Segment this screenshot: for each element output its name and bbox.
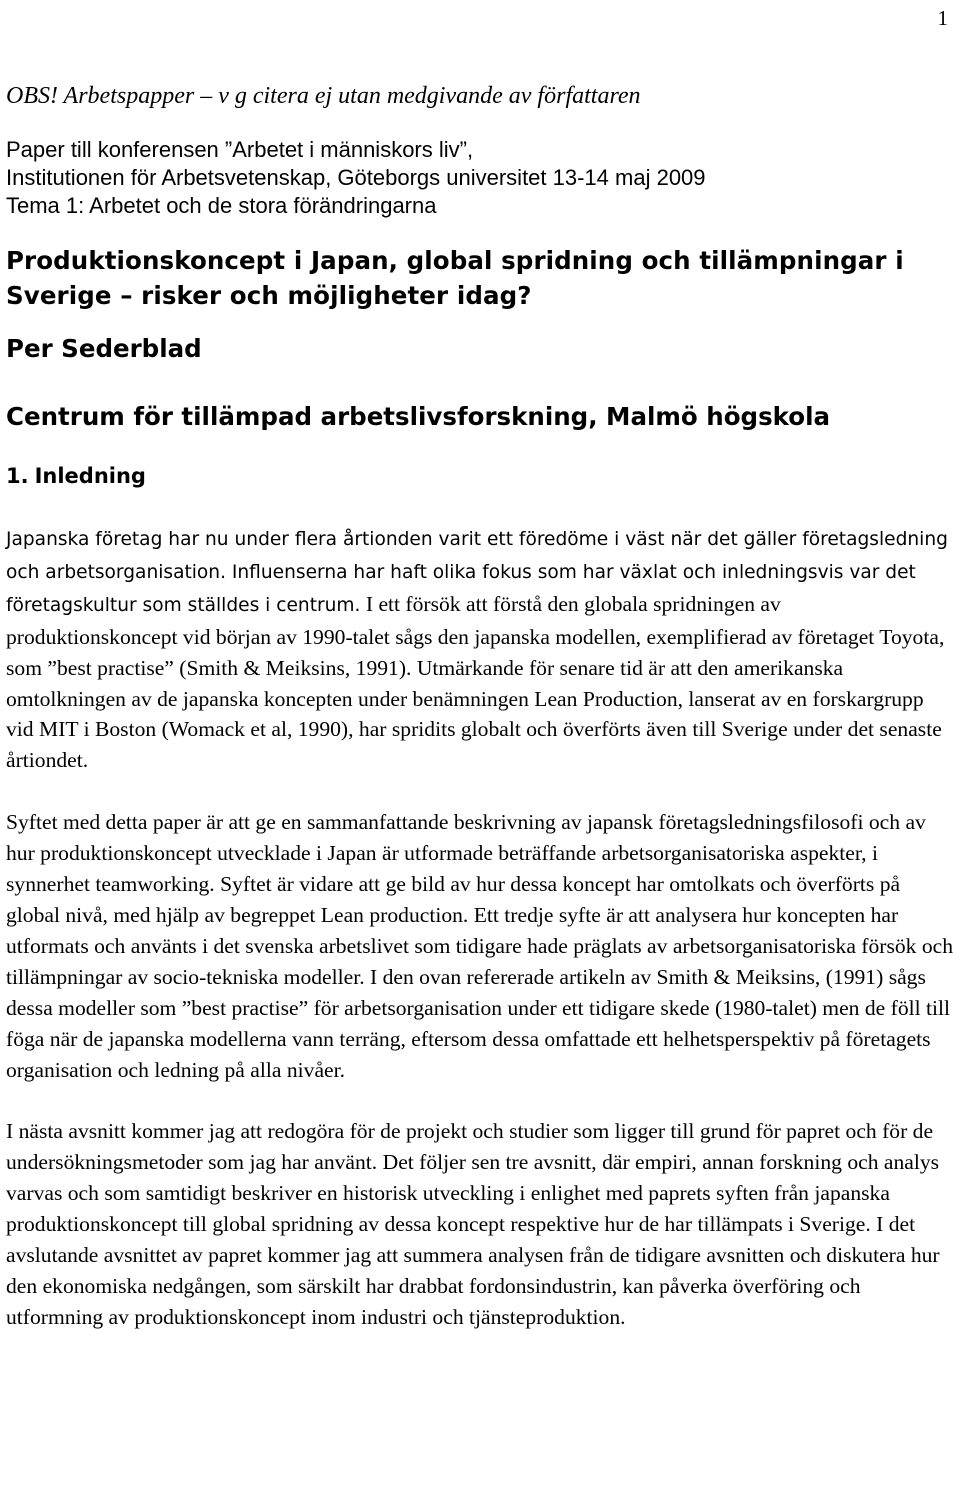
paper-title-line-1: Produktionskoncept i Japan, global spridning och tillämpningar i [6, 246, 904, 275]
section-title: Inledning [34, 464, 146, 488]
paper-title-line-2: Sverige – risker och möjligheter idag? [6, 281, 532, 310]
paragraph-1-serif-text: I ett försök att förstå den globala spridningen av produktionskoncept vid början av 1990-talet sågs den japanska modellen, exemplifierad av företaget Toyota, som ”best practise” (Smith & Meiksins, 1991). Utmärkande för senare tid är att den amerikanska omtolkningen av de japanska koncepten under benämningen Lean Production, lanserat av en forskargrupp vid MIT i Boston (Womack et al, 1990), har spridits globalt och överförts även till Sverige under det senaste årtiondet. [6, 591, 945, 773]
author-name: Per Sederblad [6, 334, 202, 363]
paper-title [6, 243, 954, 313]
paragraph-3: I nästa avsnitt kommer jag att redogöra för de projekt och studier som ligger till grund för papret och för de undersökningsmetoder som jag har använt. Det följer sen tre avsnitt, där empiri, annan forskning och analys varvas och som samtidigt beskriver en historisk utveckling i enlighet med paprets syften från japanska produktionskoncept till global spridning av dessa koncept respektive hur de har tillämpats i Sverige. I det avslutande avsnittet av papret kommer jag att summera analysen från de tidigare avsnitten och diskutera hur den ekonomiska nedgången, som särskilt har drabbat fordonsindustrin, kan påverka överföring och utformning av produktionskoncept inom industri och tjänsteproduktion. [6, 1119, 940, 1329]
paragraph-2: Syftet med detta paper är att ge en sammanfattande beskrivning av japansk företagsledningsfilosofi och av hur produktionskoncept utvecklade i Japan är utformade beträffande arbetsorganisatoriska aspekter, i synnerhet teamworking. Syftet är vidare att ge bild av hur dessa koncept har omtolkats och överförts på global nivå, med hjälp av begreppet Lean production. Ett tredje syfte är att analysera hur koncepten har utformats och använts i det svenska arbetslivet som tidigare hade präglats av arbetsorganisatoriska försök och tillämpningar av socio-tekniska modeller. I den ovan refererade artikeln av Smith & Meiksins, (1991) sågs dessa modeller som ”best practise” för arbetsorganisation under ett tidigare skede (1980-talet) men de föll till föga när de japanska modellerna vann terräng, eftersom dessa omfattade ett helhetsperspektiv på företagets organisation och ledning på alla nivåer. [6, 810, 954, 1082]
page-number: 1 [937, 6, 948, 30]
conference-info [6, 136, 954, 220]
author-affiliation: Centrum för tillämpad arbetslivsforskning, Malmö högskola [6, 402, 831, 431]
draft-notice: OBS! Arbetspapper – v g citera ej utan medgivande av författaren [6, 83, 641, 109]
section-heading [6, 461, 954, 491]
conference-line-3: Tema 1: Arbetet och de stora förändringarna [6, 193, 437, 218]
paragraph-1 [6, 523, 954, 776]
paragraph-1-sans-text: Japanska företag har nu under flera årtionden varit ett föredöme i väst när det gäller företagsledning och arbetsorganisation. Influenserna har haft olika fokus som har växlat och inledningsvis var det företagskultur som ställdes i centrum. [6, 529, 948, 616]
document-body [6, 80, 954, 1333]
conference-line-2: Institutionen för Arbetsvetenskap, Göteborgs universitet 13-14 maj 2009 [6, 165, 706, 190]
section-number: 1. [6, 464, 29, 488]
conference-line-1: Paper till konferensen ”Arbetet i människors liv”, [6, 137, 474, 162]
